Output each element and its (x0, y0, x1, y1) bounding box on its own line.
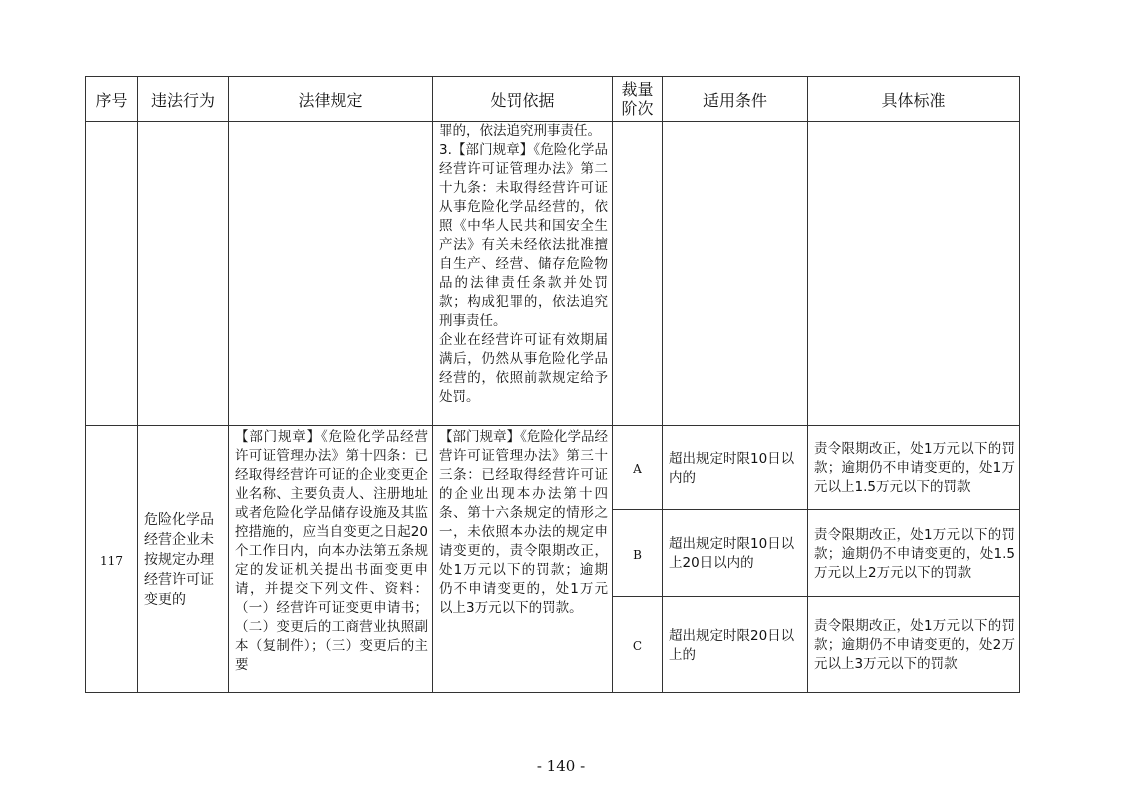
table-row-117-a (86, 426, 1020, 510)
condition-a: 超出规定时限10日以内的 (669, 450, 795, 486)
header-standard: 具体标准 (808, 77, 1020, 122)
level-a: A (633, 462, 642, 476)
header-condition: 适用条件 (663, 77, 808, 122)
header-level-line1: 裁量 (621, 80, 654, 99)
header-law: 法律规定 (229, 77, 433, 122)
level-b-cell (613, 510, 663, 597)
row-117-law: 【部门规章】《危险化学品经营许可证管理办法》第十四条：已经取得经营许可证的企业变更企业名称、主要负责人、注册地址或者危险化学品储存设施及其监控措施的，应当自变更之日起20个工作日内，向本办法第五条规定的发证机关提出书面变更申请，并提交下列文件、资料：（一）经营许可证变更申请书；（二）变更后的工商营业执照副本（复制件）；（三）变更后的主要 (235, 429, 428, 673)
level-c: C (632, 639, 643, 653)
header-act: 违法行为 (138, 77, 229, 122)
header-row (86, 77, 1020, 122)
condition-a-cell (663, 426, 808, 510)
header-level (613, 77, 663, 122)
continued-basis-paragraph: 罪的，依法追究刑事责任。 (439, 123, 601, 139)
condition-b: 超出规定时限10日以上20日以内的 (669, 536, 795, 571)
continued-condition-cell (663, 122, 808, 426)
continued-law-cell (229, 122, 433, 426)
row-117-basis: 【部门规章】《危险化学品经营许可证管理办法》第三十三条：已经取得经营许可证的企业出现本办法第十四条、第十六条规定的情形之一，未依照本办法的规定申请变更的，责令限期改正，处1万元以下的罚款；逾期仍不申请变更的，处1万元以上3万元以下的罚款。 (439, 429, 608, 616)
standard-b: 责令限期改正，处1万元以下的罚款；逾期仍不申请变更的，处1.5万元以上2万元以下的罚款 (814, 526, 1015, 581)
standard-c-cell (808, 597, 1020, 693)
standard-a-cell (808, 426, 1020, 510)
continued-seq-cell (86, 122, 138, 426)
header-seq: 序号 (86, 77, 138, 122)
condition-c-cell (663, 597, 808, 693)
row-117-act-cell (138, 426, 229, 693)
level-c-cell (613, 597, 663, 693)
row-117-seq-cell (86, 426, 138, 693)
continued-basis-cell (433, 122, 613, 426)
page-number: - 140 - (536, 757, 586, 775)
standard-b-cell (808, 510, 1020, 597)
table-row-continued (86, 122, 1020, 426)
level-a-cell (613, 426, 663, 510)
condition-c: 超出规定时限20日以上的 (669, 627, 795, 663)
continued-standard-cell (808, 122, 1020, 426)
standard-c: 责令限期改正，处1万元以下的罚款；逾期仍不申请变更的，处2万元以上3万元以下的罚款 (814, 618, 1015, 672)
penalty-table (85, 76, 1020, 693)
level-b: B (633, 547, 642, 562)
condition-b-cell (663, 510, 808, 597)
header-level-line2: 阶次 (621, 99, 654, 118)
row-117-law-cell (229, 426, 433, 693)
row-117-seq: 117 (100, 553, 123, 568)
continued-level-cell (613, 122, 663, 426)
continued-act-cell (138, 122, 229, 426)
standard-a: 责令限期改正，处1万元以下的罚款；逾期仍不申请变更的，处1万元以上1.5万元以下的罚款 (814, 441, 1015, 495)
continued-basis-paragraph: 3.【部门规章】《危险化学品经营许可证管理办法》第二十九条：未取得经营许可证从事危险化学品经营的，依照《中华人民共和国安全生产法》有关未经依法批准擅自生产、经营、储存危险物品的法律责任条款并处罚款；构成犯罪的，依法追究刑事责任。 (439, 142, 608, 329)
row-117-act: 危险化学品经营企业未按规定办理经营许可证变更的 (144, 512, 214, 608)
header-basis: 处罚依据 (433, 77, 613, 122)
continued-basis-paragraph: 企业在经营许可证有效期届满后，仍然从事危险化学品经营的，依照前款规定给予处罚。 (439, 332, 608, 405)
row-117-basis-cell (433, 426, 613, 693)
